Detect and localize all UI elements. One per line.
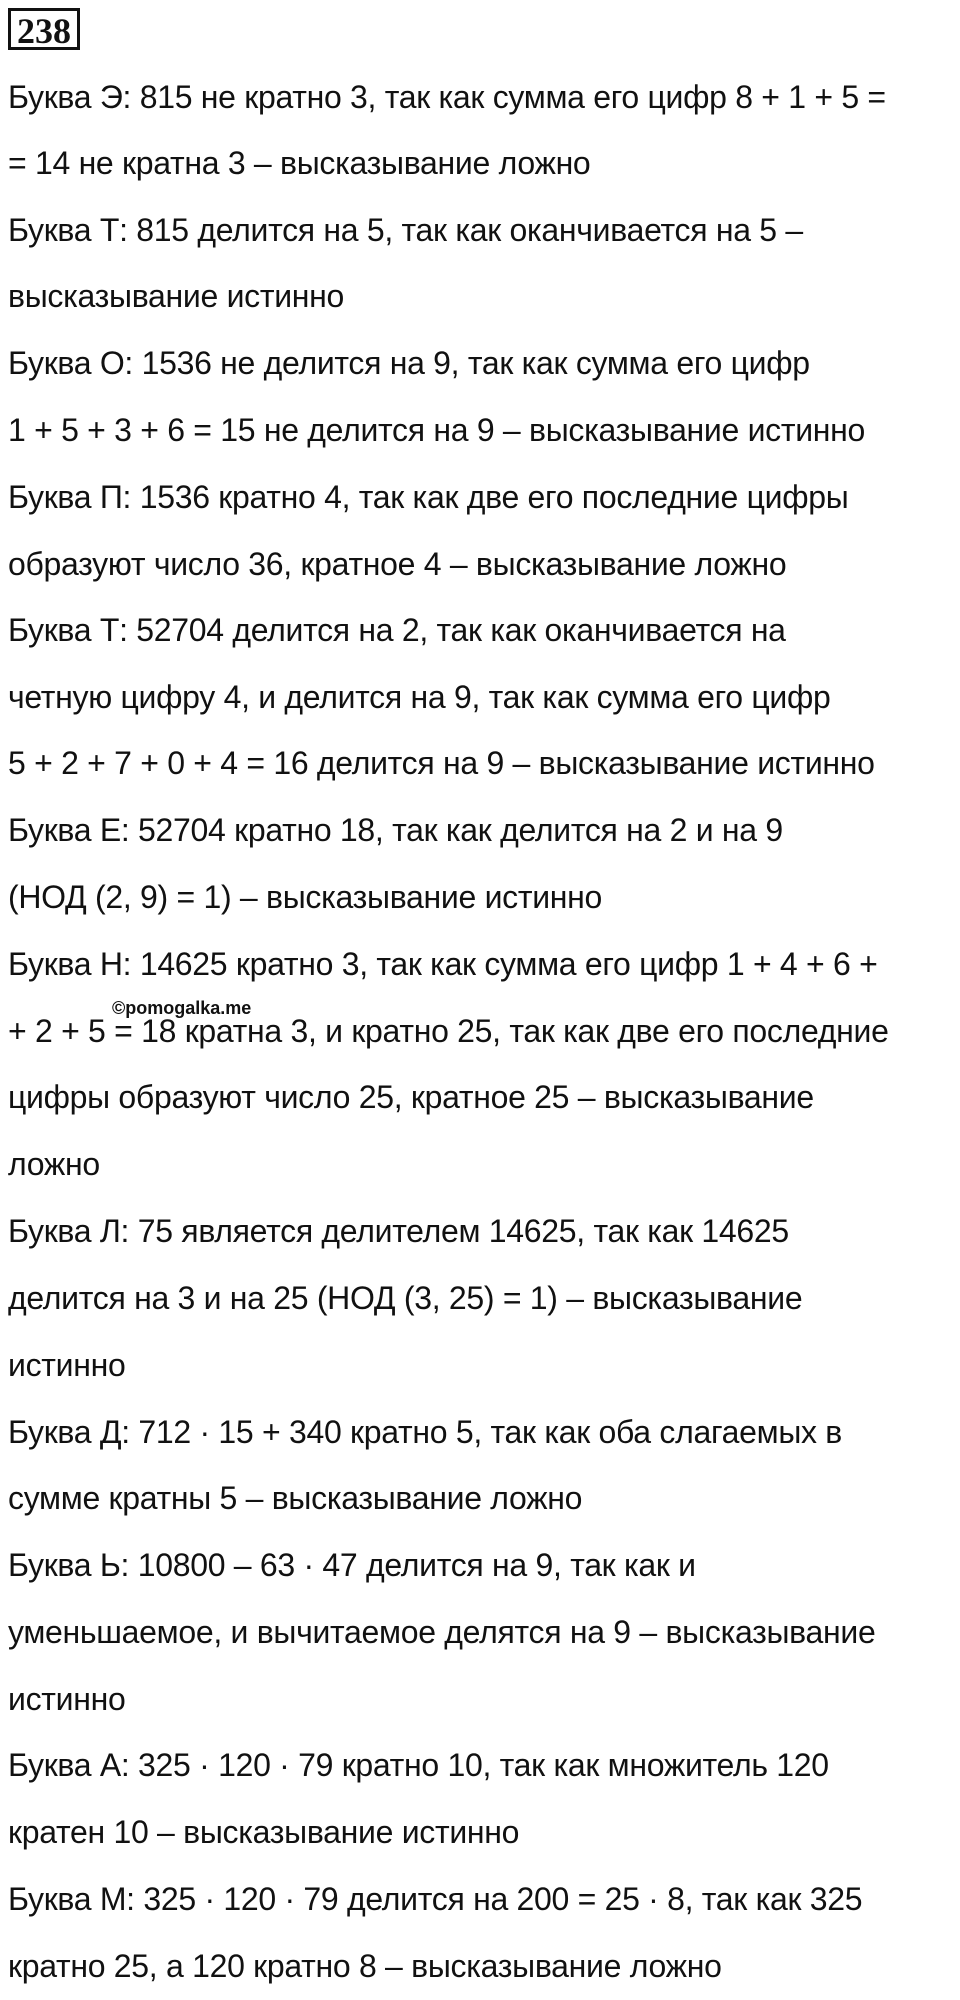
text-line: образуют число 36, кратное 4 – высказывание ложно [8,546,787,582]
text-line: ложно [8,1146,100,1182]
text-line: делится на 3 и на 25 (НОД (3, 25) = 1) – высказывание [8,1280,803,1316]
text-line: Буква Е: 52704 кратно 18, так как делится на 2 и на 9 [8,812,783,848]
text-line: 1 + 5 + 3 + 6 = 15 не делится на 9 – высказывание истинно [8,412,866,448]
text-line: Буква О: 1536 не делится на 9, так как сумма его цифр [8,345,810,381]
text-line: Буква А: 325 · 120 · 79 кратно 10, так как множитель 120 [8,1747,829,1783]
text-line: четную цифру 4, и делится на 9, так как сумма его цифр [8,679,831,715]
text-line: Буква Э: 815 не кратно 3, так как сумма его цифр 8 + 1 + 5 = [8,79,886,115]
text-line: сумме кратны 5 – высказывание ложно [8,1480,583,1516]
text-line: кратен 10 – высказывание истинно [8,1814,520,1850]
text-line: кратно 25, а 120 кратно 8 – высказывание ложно [8,1948,722,1984]
text-line: Буква М: 325 · 120 · 79 делится на 200 = 25 · 8, так как 325 [8,1881,863,1917]
text-line: = 14 не кратна 3 – высказывание ложно [8,145,591,181]
text-line: Буква Н: 14625 кратно 3, так как сумма его цифр 1 + 4 + 6 + [8,946,878,982]
text-line: истинно [8,1347,126,1383]
text-line: высказывание истинно [8,278,345,314]
text-line: + 2 + 5 = 18 кратна 3, и кратно 25, так как две его последние [8,1013,889,1049]
task-number: 238 [8,8,80,50]
watermark: ©pomogalka.me [112,998,252,1018]
text-line: Буква Ь: 10800 – 63 · 47 делится на 9, так как и [8,1547,696,1583]
text-line: (НОД (2, 9) = 1) – высказывание истинно [8,879,603,915]
text-line: уменьшаемое, и вычитаемое делятся на 9 – высказывание [8,1614,876,1650]
text-line: истинно [8,1681,126,1717]
text-line: Буква Т: 815 делится на 5, так как оканчивается на 5 – [8,212,803,248]
text-line: 5 + 2 + 7 + 0 + 4 = 16 делится на 9 – высказывание истинно [8,745,875,781]
text-line: Буква Т: 52704 делится на 2, так как оканчивается на [8,612,786,648]
text-line: цифры образуют число 25, кратное 25 – высказывание [8,1079,814,1115]
text-line: Буква П: 1536 кратно 4, так как две его последние цифры [8,479,849,515]
text-line: Буква Л: 75 является делителем 14625, так как 14625 [8,1213,789,1249]
text-line: Буква Д: 712 · 15 + 340 кратно 5, так как оба слагаемых в [8,1414,843,1450]
